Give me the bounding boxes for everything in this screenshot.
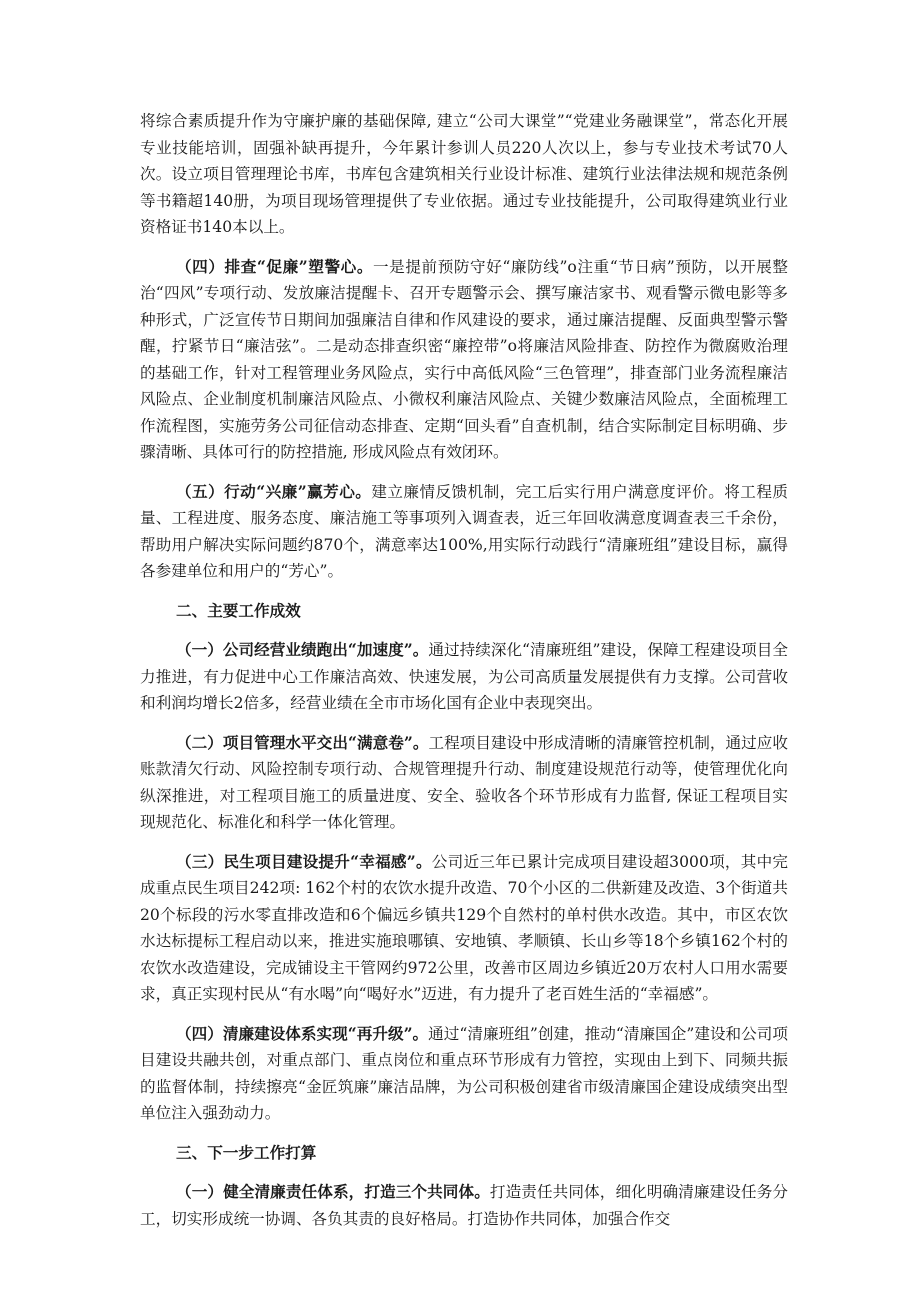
paragraph-2-text: 一是提前预防守好“廉防线”o注重“节日病”预防，以开展整治“四风”专项行动、发放廉洁提醒卡、召开专题警示会、撰写廉洁家书、观看警示微电影等多种形式，广泛宣传节日期间加强廉洁自律和作风建设的要求，通过廉洁提醒、反面典型警示警醒，拧紧节日“廉洁弦”。二是动态排查织密“廉控带”o将廉洁风险排查、防控作为微腐败治理的基础工作，针对工程管理业务风险点，实行中高低风险“三色管理”，排查部门业务流程廉洁风险点、企业制度机制廉洁风险点、小微权利廉洁风险点、关键少数廉洁风险点，全面梳理工作流程图，实施劳务公司征信动态排查、定期“回头看”自查机制，结合实际制定目标明确、步骤清晰、具体可行的防控措施, 形成风险点有效闭环。 [140, 257, 788, 461]
paragraph-3-lead: （五）行动“兴廉”赢芳心。 [176, 481, 372, 501]
paragraph-10-lead: （一）健全清廉责任体系，打造三个共同体。 [176, 1182, 490, 1201]
paragraph-3-text: 建立廉情反馈机制，完工后实行用户满意度评价。将工程质量、工程进度、服务态度、廉洁施工等事项列入调查表，近三年回收满意度调查表三千余份，帮助用户解决实际问题约870个，满意率达100%,用实际行动践行“清廉班组”建设目标，赢得各参建单位和用户的“芳心”。 [140, 482, 788, 580]
paragraph-1-text: 将综合素质提升作为守廉护廉的基础保障, 建立“公司大课堂”“党建业务融课堂”，常态化开展专业技能培训，固强补缺再提升，今年累计参训人员220人次以上，参与专业技术考试70人次。设立项目管理理论书库，书库包含建筑相关行业设计标准、建筑行业法律法规和规范条例等书籍超140册，为项目现场管理提供了专业依据。通过专业技能提升，公司取得建筑业行业资格证书140本以上。 [140, 112, 788, 236]
paragraph-8-text: 通过“清廉班组”创建，推动“清廉国企”建设和公司项目建设共融共创，对重点部门、重点岗位和重点环节形成有力管控，实现由上到下、同频共振的监督体制，持续擦亮“金匠筑廉”廉洁品牌，为公司积极创建省市级清廉国企建设成绩突出型单位注入强劲动力。 [140, 1024, 788, 1122]
paragraph-6-lead: （二）项目管理水平交出“满意卷”。 [176, 732, 429, 752]
paragraph-6-text: 工程项目建设中形成清晰的清廉管控机制，通过应收账款清欠行动、风险控制专项行动、合规管理提升行动、制度建设规范行动等，使管理优化向纵深推进，对工程项目施工的质量进度、安全、验收各个环节形成有力监督, 保证工程项目实现规范化、标准化和科学一体化管理。 [140, 733, 788, 831]
document-page [140, 108, 788, 1232]
paragraph-5-text: 通过持续深化“清廉班组”建设，保障工程建设项目全力推进，有力促进中心工作廉洁高效、快速发展，为公司高质量发展提供有力支撑。公司营收和利润均增长2倍多，经营业绩在全市市场化国有企业中表现突出。 [140, 641, 788, 712]
paragraph-7-lead: （三）民生项目建设提升“幸福感”。 [176, 851, 432, 871]
section-heading-3: 三、下一步工作打算 [176, 1142, 317, 1162]
paragraph-10-text: 打造责任共同体，细化明确清廉建设任务分工，切实形成统一协调、各负其责的良好格局。打造协作共同体，加强合作交 [140, 1183, 788, 1228]
paragraph-8 [140, 1021, 788, 1127]
paragraph-8-lead: （四）清廉建设体系实现“再升级”。 [176, 1023, 429, 1043]
paragraph-6 [140, 730, 788, 836]
paragraph-2 [140, 254, 788, 466]
paragraph-3 [140, 479, 788, 585]
paragraph-1 [140, 108, 788, 241]
paragraph-2-lead: （四）排查“促廉”塑警心。 [176, 256, 373, 276]
paragraph-10 [140, 1179, 788, 1232]
paragraph-7 [140, 849, 788, 1008]
paragraph-5 [140, 637, 788, 717]
paragraph-7-text: 公司近三年已累计完成项目建设超3000项，其中完成重点民生项目242项: 162个村的农饮水提升改造、70个小区的二供新建及改造、3个街道共20个标段的污水零直排改造和6个偏远乡镇共129个自然村的单村供水改造。其中，市区农饮水达标提标工程启动以来，推进实施琅哪镇、安地镇、孝顺镇、长山乡等18个乡镇162个村的农饮水改造建设，完成铺设主干管网约972公里，改善市区周边乡镇近20万农村人口用水需要求，真正实现村民从“有水喝”向“喝好水”迈进，有力提升了老百姓生活的“幸福感”。 [140, 852, 788, 1003]
section-heading-2: 二、主要工作成效 [176, 600, 301, 620]
paragraph-5-lead: （一）公司经营业绩跑出“加速度”。 [176, 640, 429, 659]
